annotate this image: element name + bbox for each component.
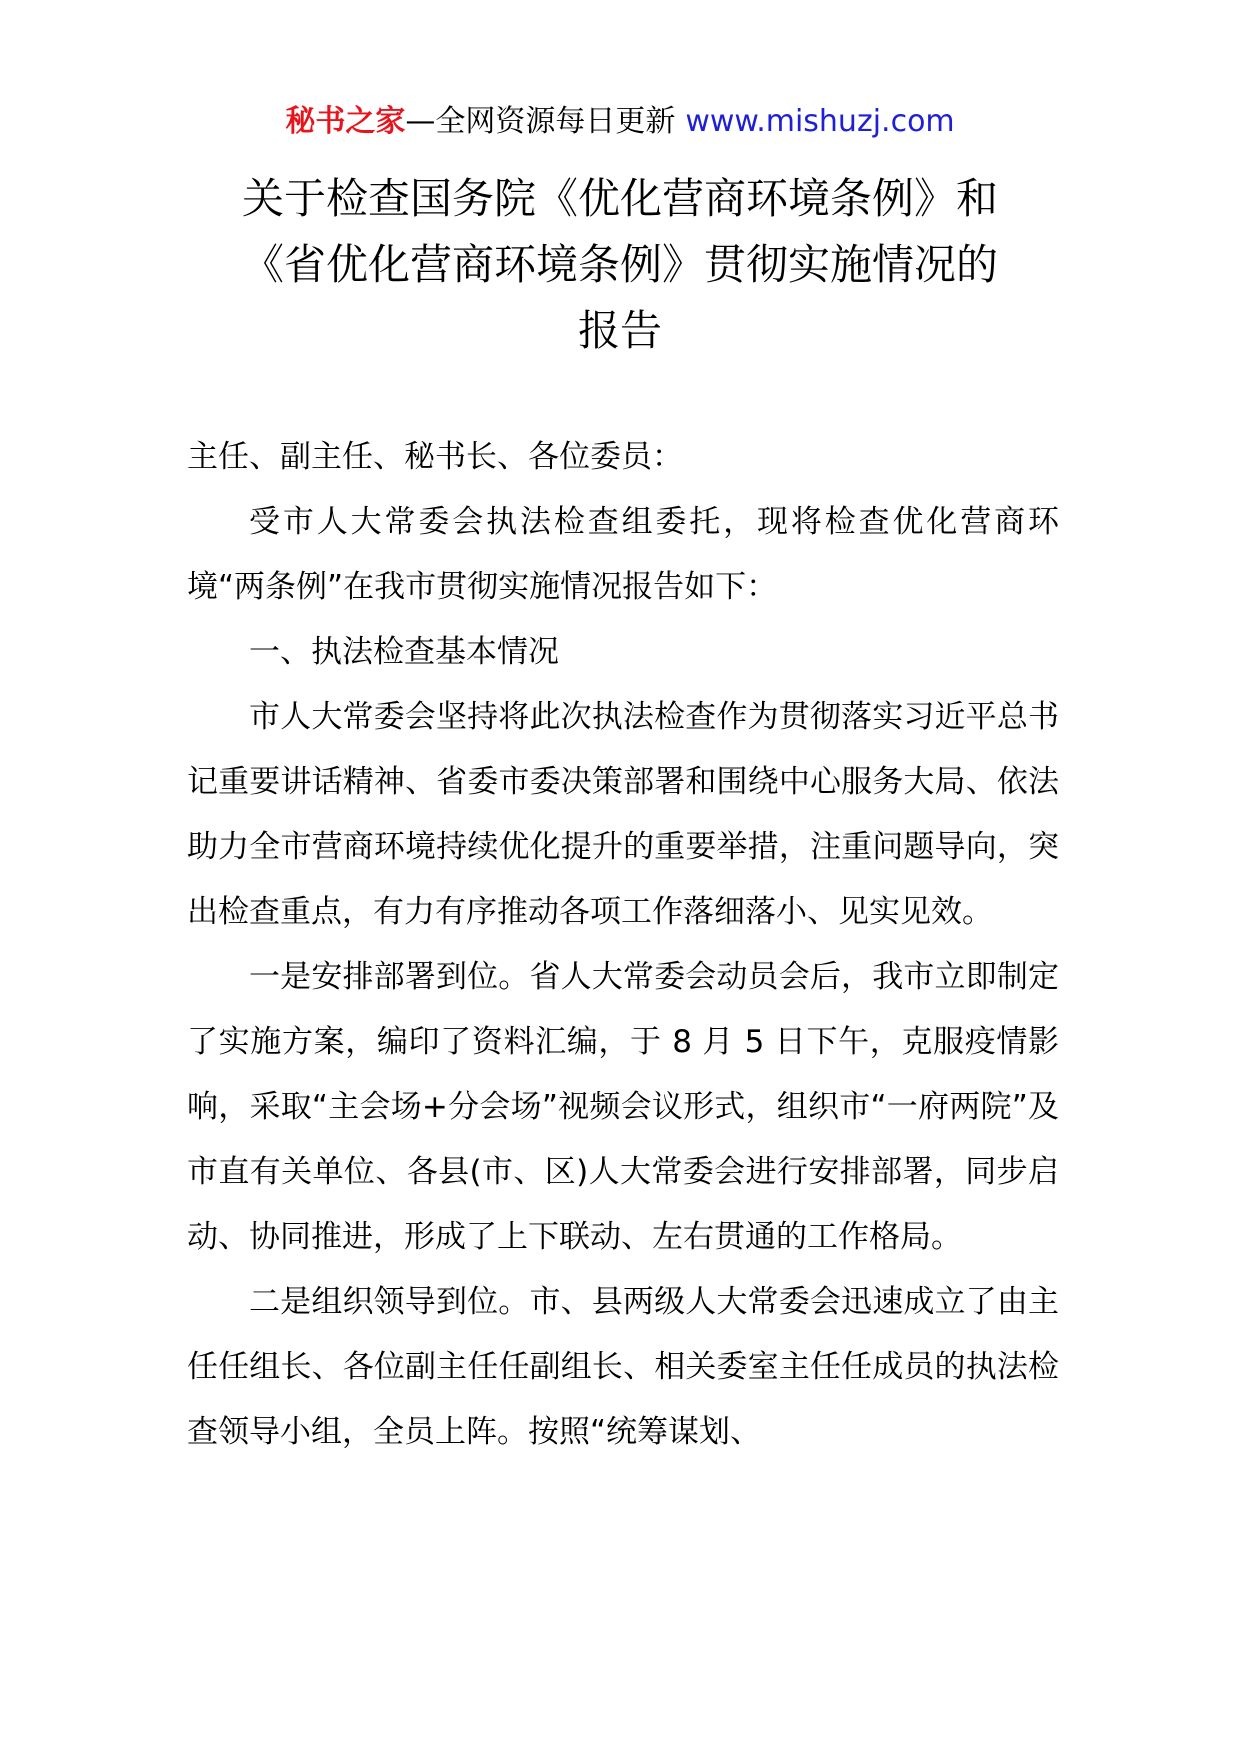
title-line: 报告 [577,306,662,355]
document-title [150,166,1090,364]
header-tagline: —全网资源每日更新 [405,104,676,139]
body-paragraph: 二是组织领导到位。市、县两级人大常委会迅速成立了由主任任组长、各位副主任任副组长、相关委室主任任成员的执法检查领导小组，全员上阵。按照“统筹谋划、 [187,1284,1059,1450]
salutation: 主任、副主任、秘书长、各位委员： [187,439,683,475]
body-paragraph: 一是安排部署到位。省人大常委会动员会后，我市立即制定了实施方案，编印了资料汇编，于 8 月 5 日下午，克服疫情影响，采取“主会场+分会场”视频会议形式，组织市“一府两院”及市直有关单位、各县(市、区)人大常委会进行安排部署，同步启动、协同推进，形成了上下联动、左右贯通的工作格局。 [187,959,1059,1255]
title-line: 关于检查国务院《优化营商环境条例》和 [241,174,998,223]
title-line: 《省优化营商环境条例》贯彻实施情况的 [241,240,998,289]
site-header [0,102,1240,142]
brand-name: 秘书之家 [285,104,406,139]
section-heading: 一、执法检查基本情况 [249,634,559,670]
intro-paragraph: 受市人大常委会执法检查组委托，现将检查优化营商环境“两条例”在我市贯彻实施情况报告如下： [187,504,1059,605]
site-url-link[interactable]: www.mishuzj.com [685,104,955,139]
document-body [187,425,1059,1465]
body-paragraph: 市人大常委会坚持将此次执法检查作为贯彻落实习近平总书记重要讲话精神、省委市委决策部署和围绕中心服务大局、依法助力全市营商环境持续优化提升的重要举措，注重问题导向，突出检查重点，有力有序推动各项工作落细落小、见实见效。 [187,699,1059,930]
